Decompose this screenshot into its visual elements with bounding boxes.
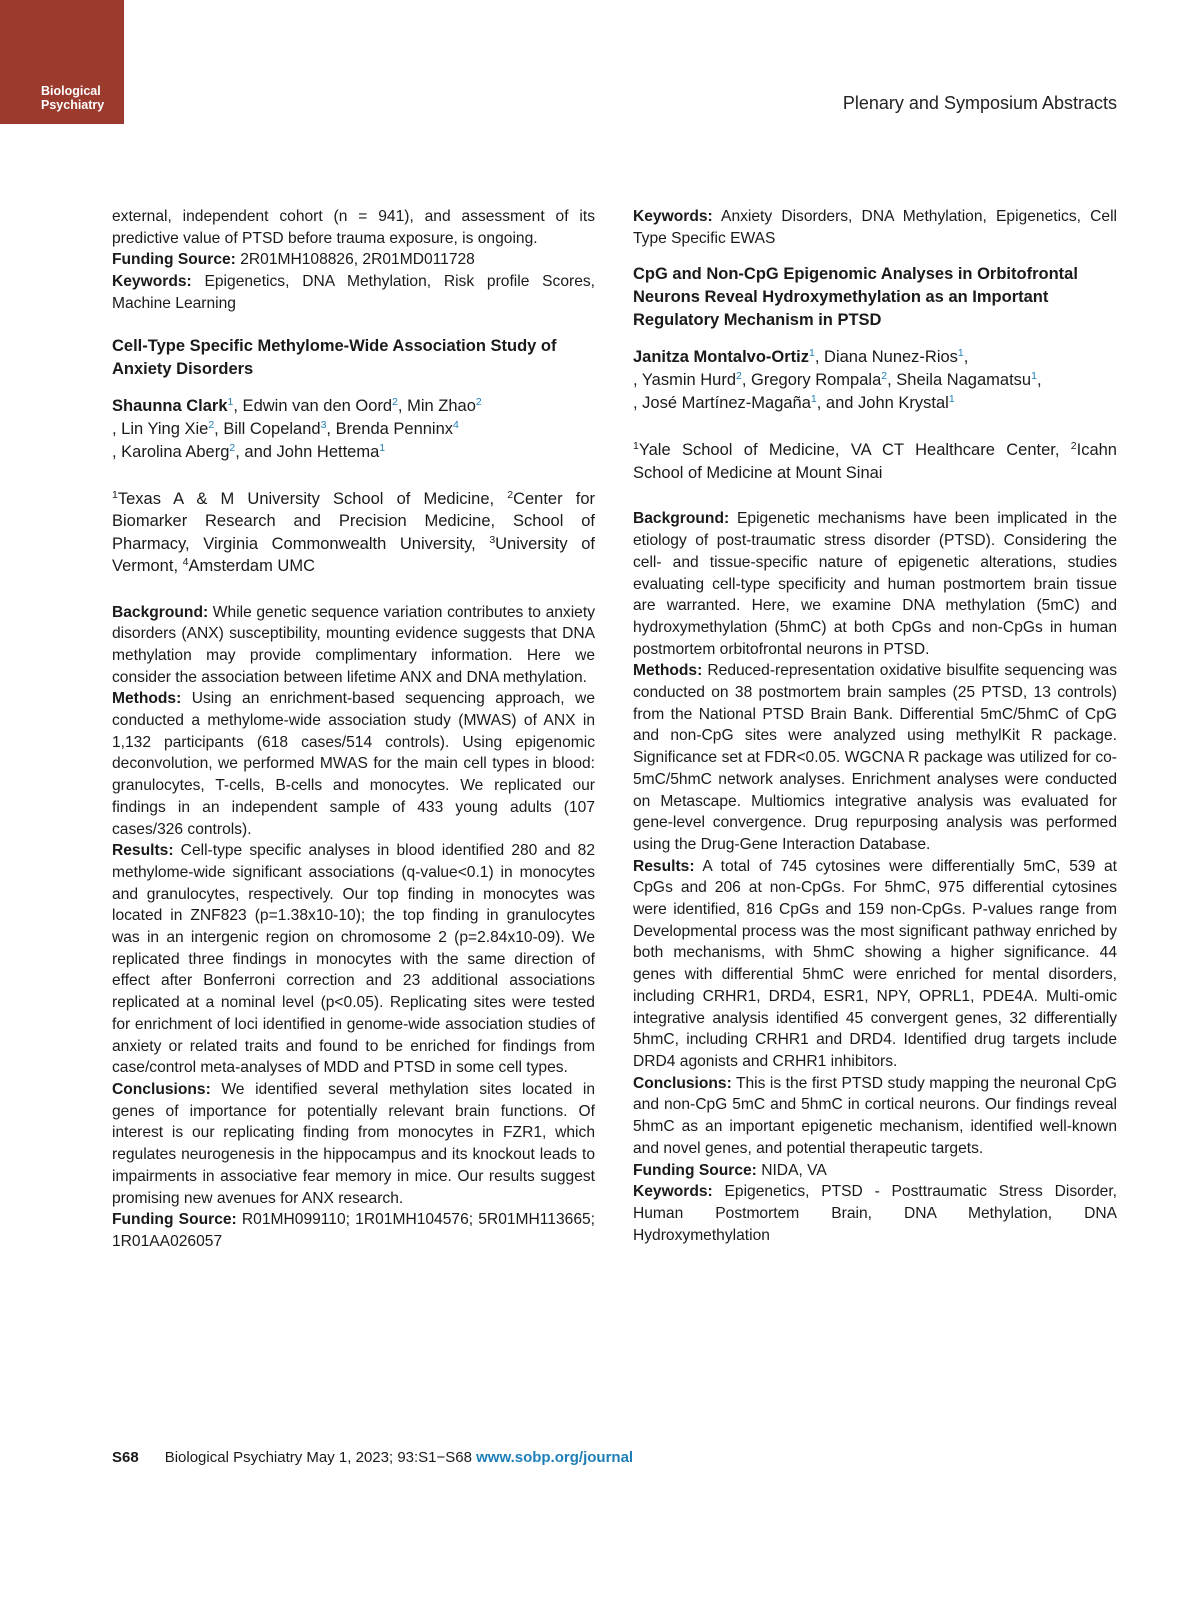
citation: Biological Psychiatry May 1, 2023; 93:S1−S68 — [164, 1449, 477, 1466]
continued-funding: Funding Source: 2R01MH108826, 2R01MD011728 — [112, 251, 475, 269]
journal-badge-line1: Biological — [41, 84, 101, 98]
background-section: Background: While genetic sequence variation contributes to anxiety disorders (ANX) susceptibility, mounting evidence suggests that DNA methylation may provide complimentary information. Here we consider the association between lifetime ANX and DNA methylation. — [112, 603, 595, 686]
continued-keywords: Keywords: Epigenetics, DNA Methylation, Risk profile Scores, Machine Learning — [112, 273, 595, 312]
continued-text: external, independent cohort (n = 941), and assessment of its predictive value of PTSD before trauma exposure, is ongoing. — [112, 208, 595, 247]
conclusions-section: Conclusions: We identified several methylation sites located in genes of importance for potentially relevant brain functions. Of interest is our replicating finding from monocytes in FZR1, which regulates neurogenesis in the hippocampus and its knockout leads to impairments in associative fear memory in mice. Our results suggest promising new avenues for ANX research. — [112, 1080, 595, 1207]
abstract-title: CpG and Non-CpG Epigenomic Analyses in Orbitofrontal Neurons Reveal Hydroxymethylation as an Important Regulatory Mechanism in PTSD — [633, 265, 1078, 330]
methods-section: Methods: Reduced-representation oxidative bisulfite sequencing was conducted on 38 postmortem brain samples (25 PTSD, 13 controls) from the National PTSD Brain Bank. Differential 5mC/5hmC of CpG and non-CpG sites were analyzed using methylKit R package. Significance set at FDR<0.05. WGCNA R package was utilized for co-5mC/5hmC network analyses. Enrichment analyses were conducted on Metascape. Multiomics integrative analysis was evaluated for gene-level convergence. Drug repurposing analysis was performed using the Drug-Gene Interaction Database. — [633, 662, 1117, 853]
affiliations: $^1$Yale School of Medicine, VA CT Healthcare Center, $^2$Icahn School of Medicine at Mount Sinai — [633, 440, 1117, 482]
page-number: S68 — [112, 1449, 139, 1466]
keywords-section: Keywords: Epigenetics, PTSD - Posttraumatic Stress Disorder, Human Postmortem Brain, DNA Methylation, DNA Hydroxymethylation — [633, 1183, 1117, 1244]
author-list: Janitza Montalvo-Ortiz$^1$, Diana Nunez-Rios$^1$, , Yasmin Hurd$^2$, Gregory Rompala$^2$, Sheila Nagamatsu$^1$, , José Martínez-Magaña$^1$, and John Krystal$^1$ — [633, 347, 1042, 413]
journal-url[interactable]: www.sobp.org/journal — [476, 1449, 634, 1466]
affiliations: $^1$Texas A & M University School of Medicine, $^2$Center for Biomarker Research and Precision Medicine, School of Pharmacy, Virginia Commonwealth University, $^3$University of Vermont, $^4$Amsterdam UMC — [112, 488, 595, 576]
methods-section: Methods: Using an enrichment-based sequencing approach, we conducted a methylome-wide association study (MWAS) of ANX in 1,132 participants (618 cases/514 controls). Using epigenomic deconvolution, we performed MWAS for the main cell types in blood: granulocytes, T-cells, B-cells and monocytes. We replicated our findings in an independent sample of 433 young adults (107 cases/326 controls). — [112, 690, 595, 838]
funding-section: Funding Source: R01MH099110; 1R01MH104576; 5R01MH113665; 1R01AA026057 — [112, 1211, 596, 1250]
continued-keywords: Keywords: Anxiety Disorders, DNA Methylation, Epigenetics, Cell Type Specific EWAS — [633, 208, 1117, 247]
right-column — [633, 206, 1117, 1246]
page-footer — [112, 1449, 633, 1466]
journal-badge-line2: Psychiatry — [41, 98, 105, 112]
conclusions-section: Conclusions: This is the first PTSD study mapping the neuronal CpG and non-CpG 5mC and 5hmC in cortical neurons. Our findings reveal 5hmC as an important epigenetic mechanism, identified well-known and novel genes, and potential therapeutic targets. — [633, 1074, 1117, 1157]
author-list: Shaunna Clark$^1$, Edwin van den Oord$^2$, Min Zhao$^2$ , Lin Ying Xie$^2$, Bill Copeland$^3$, Brenda Penninx$^4$ , Karolina Aberg$^2$, and John Hettema$^1$ — [112, 395, 482, 461]
funding-section: Funding Source: NIDA, VA — [633, 1161, 827, 1179]
section-header: Plenary and Symposium Abstracts — [842, 93, 1117, 113]
left-column — [112, 206, 595, 1253]
background-section: Background: Epigenetic mechanisms have been implicated in the etiology of post-traumatic stress disorder (PTSD). Considering the cell- and tissue-specific nature of epigenetic alterations, studies evaluating cell-type specificity and human postmortem brain tissue are warranted. Here, we examine DNA methylation (5mC) and hydroxymethylation (5hmC) at both CpGs and non-CpGs in human postmortem orbitofrontal neurons in PTSD. — [633, 510, 1117, 658]
results-section: Results: Cell-type specific analyses in blood identified 280 and 82 methylome-wide significant associations (q-value<0.1) in monocytes and granulocytes, respectively. Our top finding in monocytes was located in ZNF823 (p=1.38x10-10); the top finding in granulocytes was in an intergenic region on chromosome 2 (p=2.84x10-09). We replicated three findings in monocytes with the same direction of effect after Bonferroni correction and 23 additional associations replicated at a nominal level (p<0.05). Replicating sites were tested for enrichment of loci identified in genome-wide association studies of anxiety or related traits and found to be enriched for findings from case/control meta-analyses of MDD and PTSD in some cell types. — [112, 842, 595, 1077]
abstract-title: Cell-Type Specific Methylome-Wide Association Study of Anxiety Disorders — [112, 336, 557, 378]
journal-badge — [0, 0, 124, 124]
results-section: Results: A total of 745 cytosines were differentially 5mC, 539 at CpGs and 206 at non-CpGs. For 5hmC, 975 differential cytosines were identified, 816 CpGs and 159 non-CpGs. P-values range from Developmental process was the most significant pathway enriched by both mechanisms, with 5hmC showing a higher significance. 44 genes with differential 5hmC were enriched for mental disorders, including CRHR1, DRD4, ESR1, NPY, OPRL1, PDE4A. Multi-omic integrative analysis identified 45 convergent genes, 32 differentially 5hmC, including CRHR1 and DRD4. Identified drug targets include DRD4 agonists and CRHR1 inhibitors. — [633, 857, 1117, 1070]
